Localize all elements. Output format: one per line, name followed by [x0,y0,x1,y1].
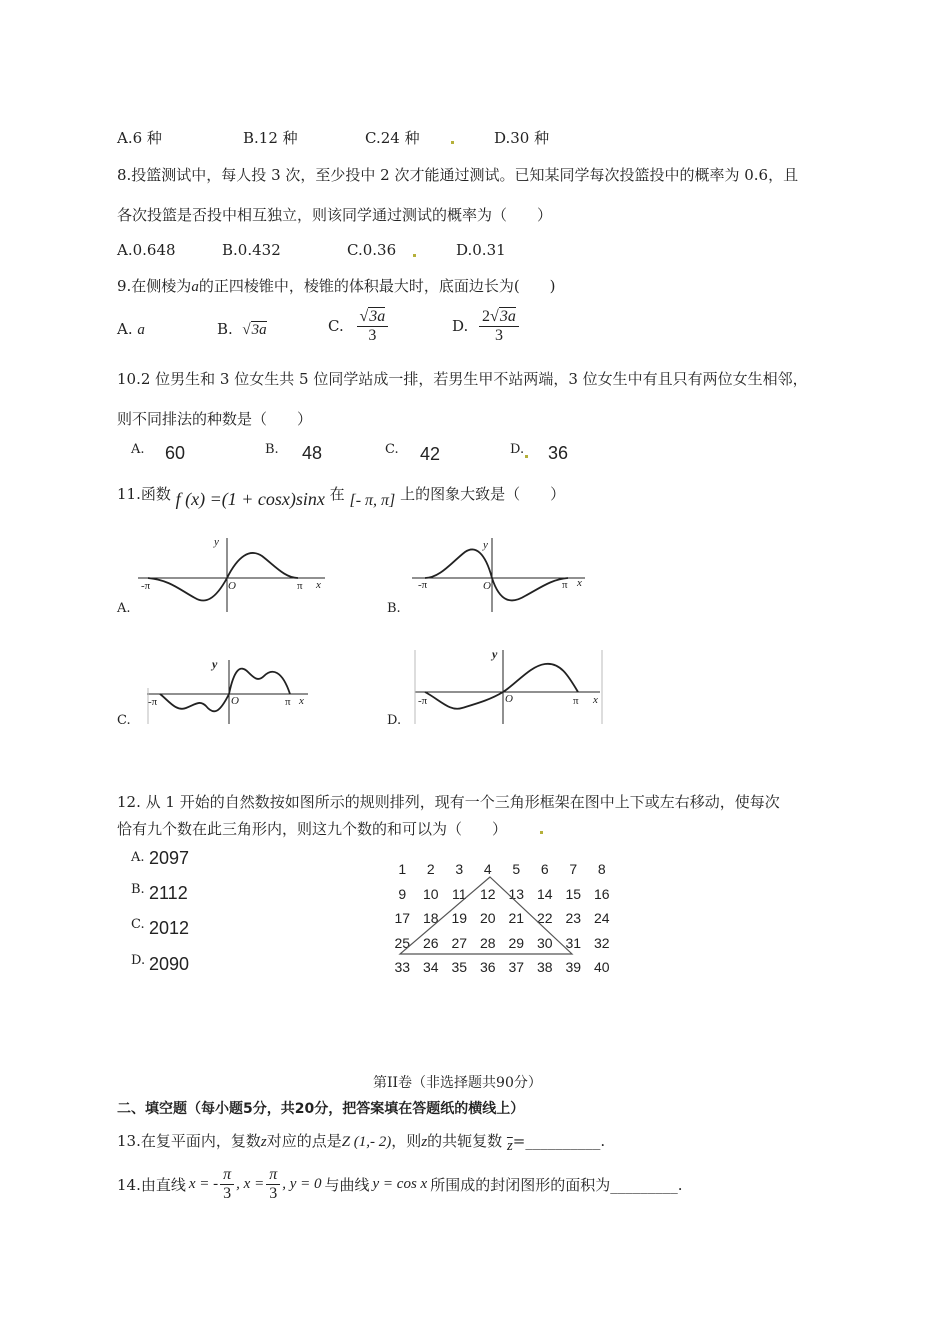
origin-label: O [228,580,236,592]
grid-cell: 23 [565,910,582,927]
label: D. [452,316,469,335]
q14-stem [117,1166,682,1204]
q14-suffix: 所围成的封闭图形的面积为_________. [430,1176,683,1195]
axis-x-label: x [316,579,321,591]
grid-cell: 9 [398,885,407,902]
q12-stem-line1: 12. 从 1 开始的自然数按如图所示的规则排列，现有一个三角形框架在图中上下或左右移动，使每次 [117,793,780,811]
grid-cell: 11 [451,885,467,902]
label: B. [217,320,233,338]
q9-stem-suffix: 的正四棱锥中，棱锥的体积最大时，底面边长为( ) [198,277,556,295]
graph-b [412,538,585,612]
q9-option-b: B. √3a [217,320,267,338]
axis-y-label: y [214,536,219,548]
q10-label-d: D. [510,442,525,457]
grid-cell: 7 [569,861,578,878]
q10-label-b: B. [265,442,279,457]
q12-value-c: 2012 [149,918,190,938]
neg-pi-label: -π [148,696,158,708]
pi-label: π [562,579,568,591]
q13-point: Z (1,- 2) [341,1134,392,1150]
q10-label-a: A. [131,442,145,457]
q11-interval: [- π, π] [349,492,396,509]
grid-cell: 14 [536,885,553,902]
label: A. [117,320,133,338]
q14-pi2: π [266,1166,280,1185]
axis-y-label: y [483,539,488,551]
q9-option-d: D. $\frac{2√3a}{3}$ [452,308,519,346]
grid-cell: 30 [536,934,553,951]
grid-cell: 40 [593,959,610,976]
grid-cell: 37 [508,959,525,976]
q14-three: 3 [223,1185,232,1203]
q10-stem-line1: 10.2 位男生和 3 位女生共 5 位同学站成一排，若男生甲不站两端，3 位女生中有且只有两位女生相邻， [117,370,808,388]
q14-x2: , x = [236,1176,265,1193]
axis-y-label: y [492,647,498,661]
denominator: 3 [368,327,377,345]
q13-var-z: z [260,1134,267,1150]
numerator: 3a [369,308,386,325]
q10-label-c: C. [385,442,399,457]
origin-label: O [483,580,491,592]
grid-cell: 6 [540,861,549,878]
grid-cell: 28 [479,934,496,951]
grid-cell: 15 [565,885,582,902]
pi-label: π [297,580,303,592]
q12-value-b: 2112 [149,883,188,903]
graph-a [138,536,325,612]
numerator: 3a [499,308,516,325]
q8-option-b: B.0.432 [222,241,281,259]
q10-value-d: 36 [548,443,569,463]
grid-cell: 36 [479,959,496,976]
axis-x-label: x [577,577,582,589]
q10-value-b: 48 [302,443,323,463]
part2-title: 第II卷（非选择题共90分） [373,1075,542,1091]
q12-label-a: A. [131,850,145,865]
origin-label: O [505,693,513,705]
grid-cell: 34 [422,959,439,976]
grid-cell: 2 [426,861,435,878]
q11-prefix: 11.函数 [117,485,171,503]
grid-cell: 8 [597,861,606,878]
q13-suffix: =__________. [512,1132,606,1150]
q7-option-d: D.30 种 [494,129,550,147]
q11-mid: 在 [329,485,345,503]
grid-cell: 1 [398,861,407,878]
q8-option-c: C.0.36 [347,241,397,259]
denominator: 3 [494,327,503,345]
q13-prefix: 13.在复平面内，复数 [117,1132,261,1150]
grid-cell: 25 [394,934,411,951]
grid-cell: 27 [451,934,468,951]
pi-label: π [285,696,291,708]
q12-label-c: C. [131,917,145,932]
q9-stem-prefix: 9.在侧棱为 [117,277,192,295]
q7-option-c: C.24 种 [365,129,420,147]
grid-cell: 24 [593,910,610,927]
grid-cell: 35 [451,959,468,976]
q13-stem [117,1130,606,1154]
q13-mid: 对应的点是 [266,1132,342,1150]
grid-cell: 17 [394,910,411,927]
grid-cell: 19 [451,910,468,927]
q11-label-b: B. [387,601,401,616]
q11-suffix: 上的图象大致是（ ） [400,485,566,503]
q14-mid: 与曲线 [324,1176,370,1195]
coefficient: 2 [482,308,491,325]
grid-cell: 10 [422,885,439,902]
grid-cell: 3 [455,861,464,878]
q8-option-d: D.0.31 [456,241,506,259]
q14-pi: π [220,1166,234,1185]
axis-x-label: x [593,694,598,706]
pi-label: π [573,695,579,707]
grid-cell: 39 [565,959,582,976]
grid-cell: 31 [565,934,582,951]
q8-stem-line1: 8.投篮测试中，每人投 3 次，至少投中 2 次才能通过测试。已知某同学每次投篮投中的概率为 0.6，且 [117,166,799,184]
value: a [137,322,145,338]
grid-cell: 18 [422,910,439,927]
section-heading: 二、填空题（每小题5分，共20分，把答案填在答题纸的横线上） [117,1101,525,1117]
q10-value-a: 60 [165,443,186,463]
grid-cell: 16 [593,885,610,902]
q7-option-b: B.12 种 [243,129,298,147]
grid-cell: 26 [422,934,439,951]
grid-cell: 5 [512,861,521,878]
q8-option-a: A.0.648 [117,241,176,259]
q10-stem-line2: 则不同排法的种数是（ ） [117,410,313,428]
graph-d [415,647,602,724]
q11-label-a: A. [117,601,131,616]
q10-value-c: 42 [420,444,441,464]
q12-label-b: B. [131,882,145,897]
q9-stem-var: a [191,279,199,295]
q12-stem-line2: 恰有九个数在此三角形内，则这九个数的和可以为（ ） [117,820,508,838]
grid-cell: 32 [593,934,610,951]
q13-mid2: ，则 [391,1132,422,1150]
origin-label: O [231,695,239,707]
grid-cell: 12 [479,885,496,902]
grid-cell: 38 [536,959,553,976]
q11-label-d: D. [387,713,402,728]
grid-cell: 22 [536,910,553,927]
grid-cell: 13 [508,885,525,902]
q12-value-d: 2090 [149,954,190,974]
q8-stem-line2: 各次投篮是否投中相互独立，则该同学通过测试的概率为（ ） [117,206,553,224]
q13-conjugate-z: $\overline{z}$ [506,1138,513,1154]
q11-label-c: C. [117,713,131,728]
grid-cell: 33 [394,959,411,976]
q14-prefix: 14.由直线 [117,1176,186,1195]
q12-value-a: 2097 [149,848,190,868]
neg-pi-label: -π [418,695,428,707]
grid-cell: 29 [508,934,525,951]
neg-pi-label: -π [418,579,428,591]
triangle-frame [380,850,620,990]
grid-cell: 21 [508,910,525,927]
axis-x-label: x [299,695,304,707]
q12-label-d: D. [131,953,146,968]
q14-y0: , y = 0 [282,1176,322,1193]
q9-option-c: C. $\frac{√3a}{3}$ [328,308,388,346]
grid-cell: 4 [483,861,492,878]
q7-option-a: A.6 种 [117,129,162,147]
neg-pi-label: -π [141,580,151,592]
q13-var-z2: z [421,1134,428,1150]
q14-x1: x = - [188,1176,219,1193]
q11-formula: f (x) =(1 + cosx)sinx [175,489,325,509]
q14-three2: 3 [269,1185,278,1203]
speck [540,831,543,834]
grid-cell: 20 [479,910,496,927]
label: C. [328,316,344,335]
q13-mid3: 的共轭复数 [427,1132,503,1150]
graph-c [147,657,308,724]
axis-y-label: y [212,657,218,671]
value: 3a [251,322,267,338]
q14-curve: y = cos x [372,1176,428,1193]
